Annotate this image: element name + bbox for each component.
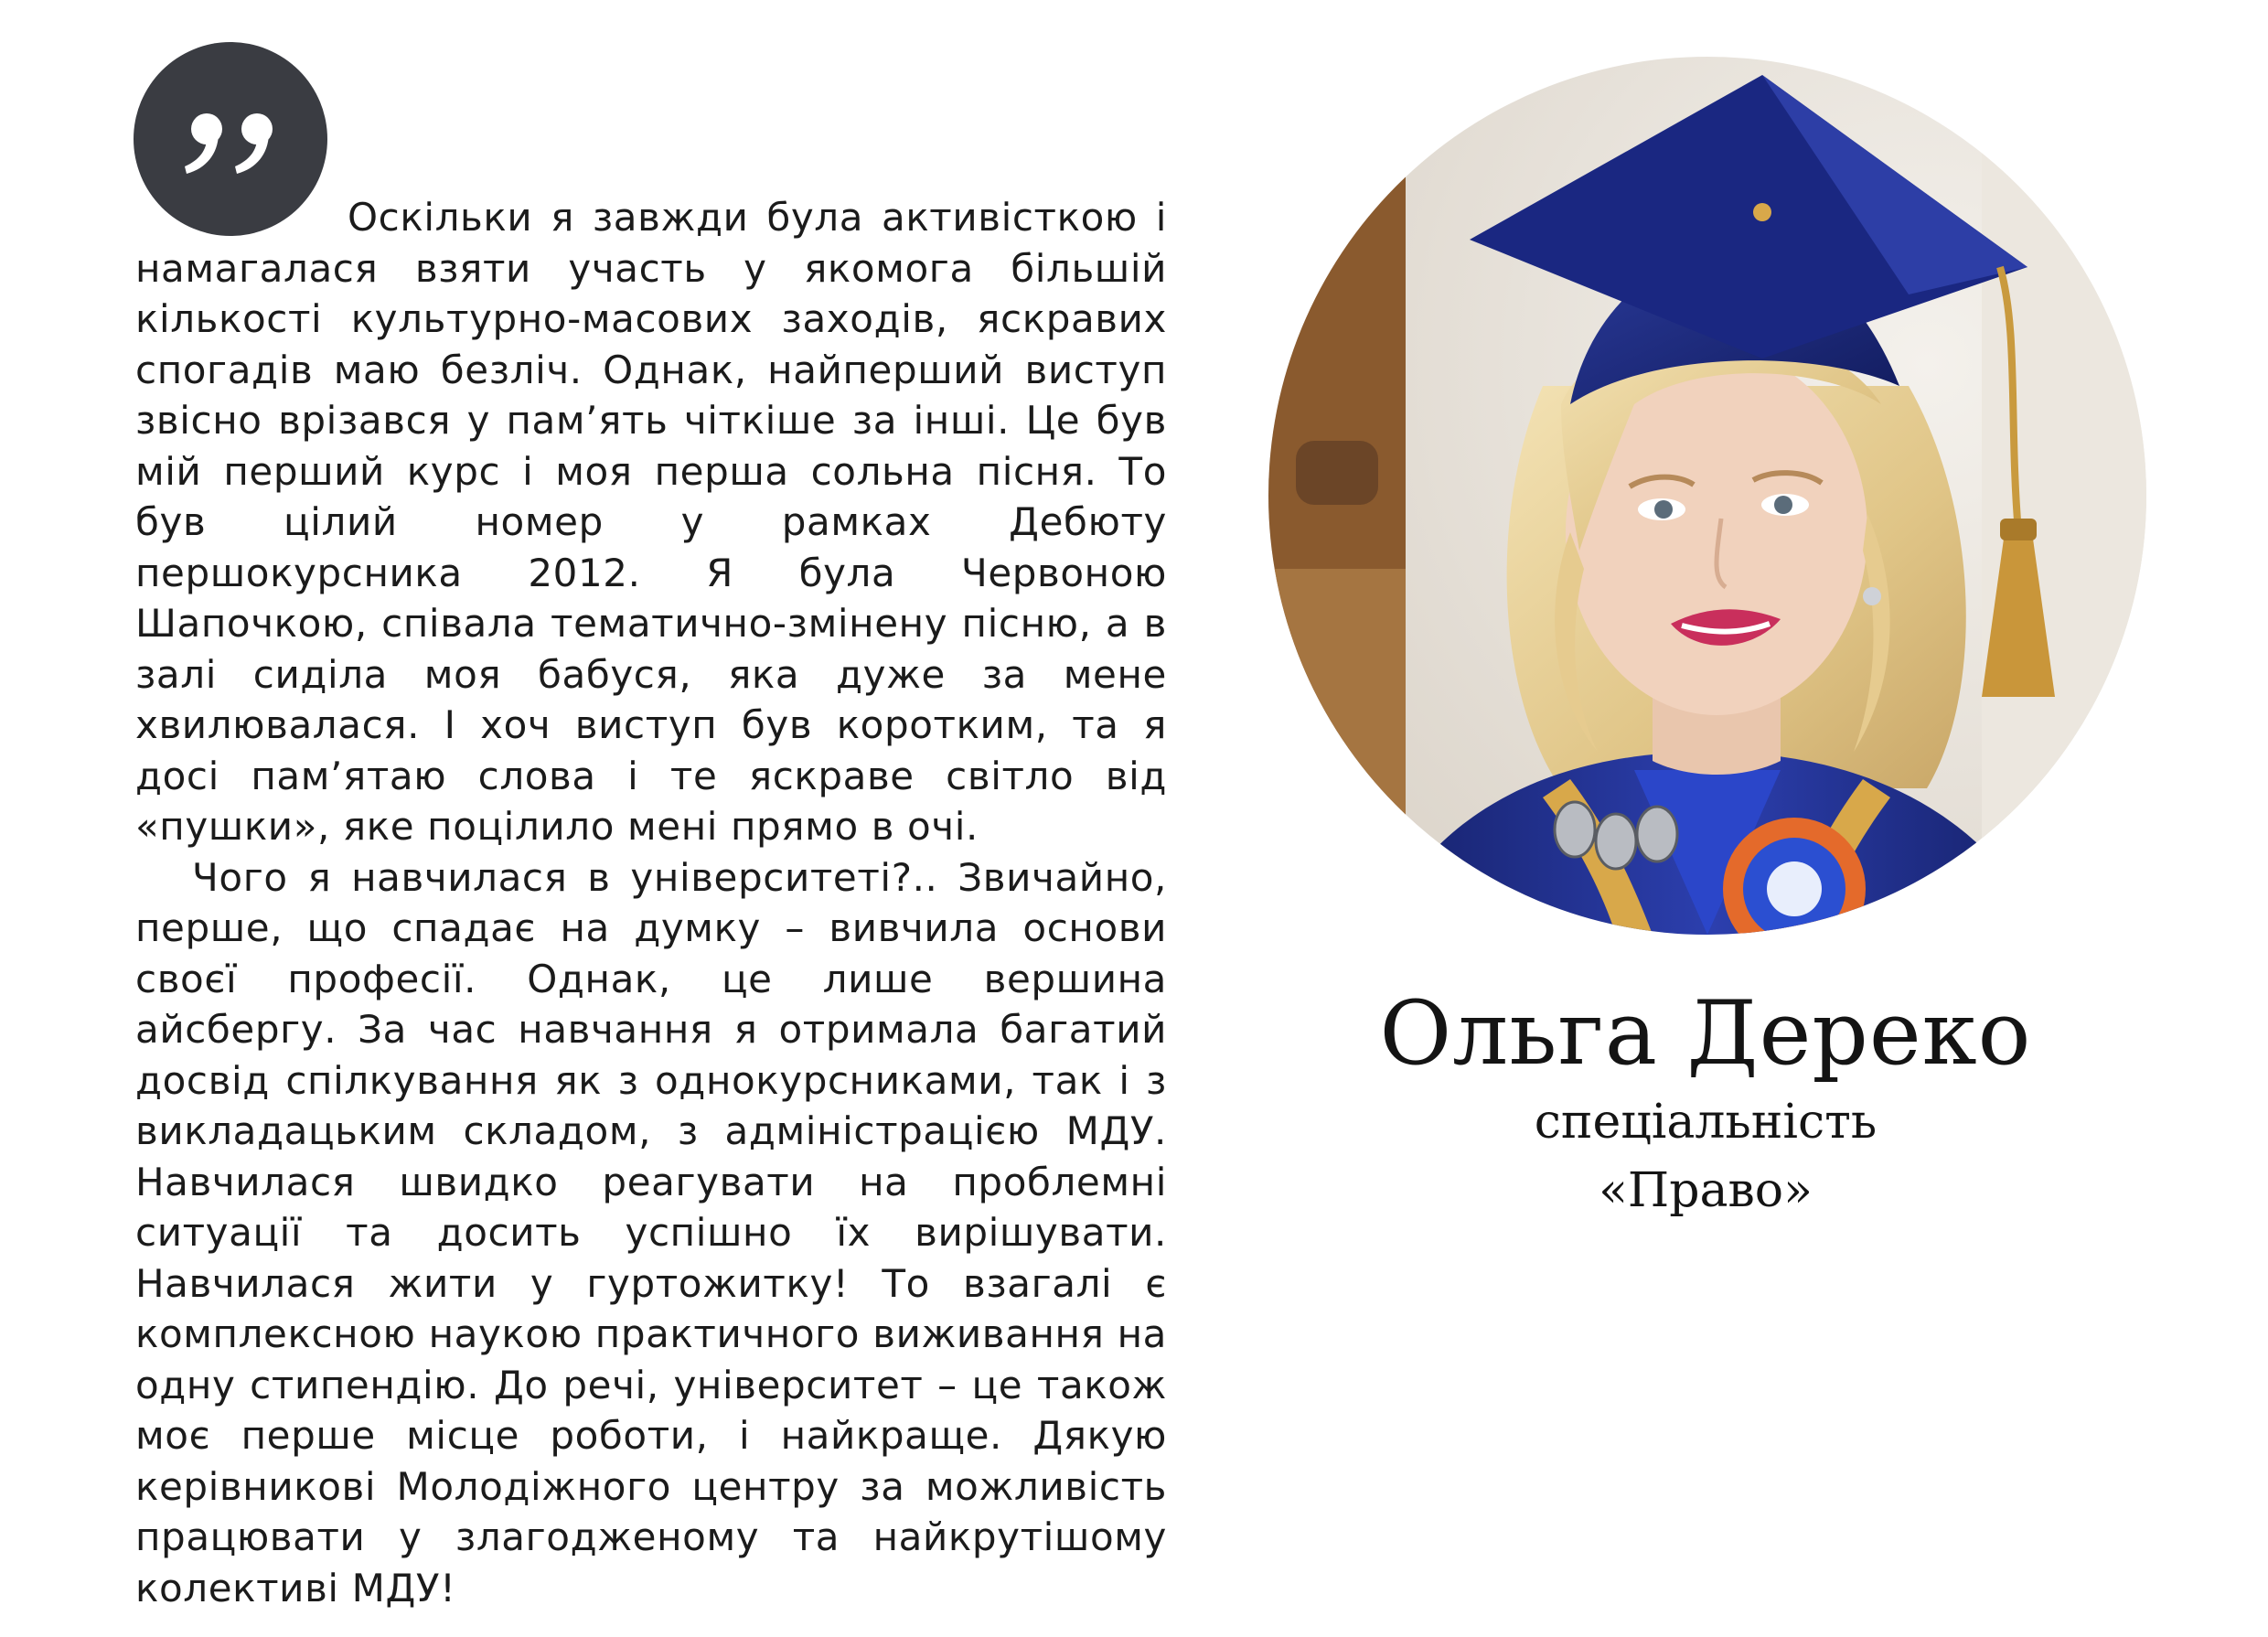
testimonial-text [135,192,1167,1613]
paragraph-memories: Оскільки я завжди була активісткою і намагалася взяти участь у якомога більшій кількості культурно-масових заходів, яскравих спогадів маю безліч. Однак, найперший виступ звісно врізався у пам’ять чіткіше за інші. Це був мій перший курс і моя перша сольна пісня. То був цілий номер у рамках Дебюту першокурсника 2012. Я була Червоною Шапочкою, співала тематично-змінену пісню, а в залі сиділа моя бабуся, яка дуже за мене хвилювалася. І хоч виступ був коротким, та я досі пам’ятаю слова і те яскраве світло від «пушки», яке поцілило мені прямо в очі. [135,195,1167,849]
specialty-label: спеціальність [1534,1095,1878,1150]
specialty-value: «Право» [1599,1163,1813,1218]
portrait-photo [1268,57,2146,935]
paragraph-lessons: Чого я навчилася в університеті?.. Звичайно, перше, що спадає на думку – вивчила основи своєї професії. Однак, це лише вершина айсбергу. За час навчання я отримала багатий досвід спілкування як з однокурсниками, так і з викладацьким складом, з адміністрацією МДУ. Навчилася швидко реагувати на проблемні ситуації та досить успішно їх вирішувати. Навчилася жити у гуртожитку! То взагалі є комплексною наукою практичного виживання на одну стипендію. До речі, університет – це також моє перше місце роботи, і найкраще. Дякую керівникові Молодіжного центру за можливість працювати у злагодженому та найкрутішому колективі МДУ! [135,854,1167,1610]
person-name: Ольга Дереко [1379,982,2032,1085]
